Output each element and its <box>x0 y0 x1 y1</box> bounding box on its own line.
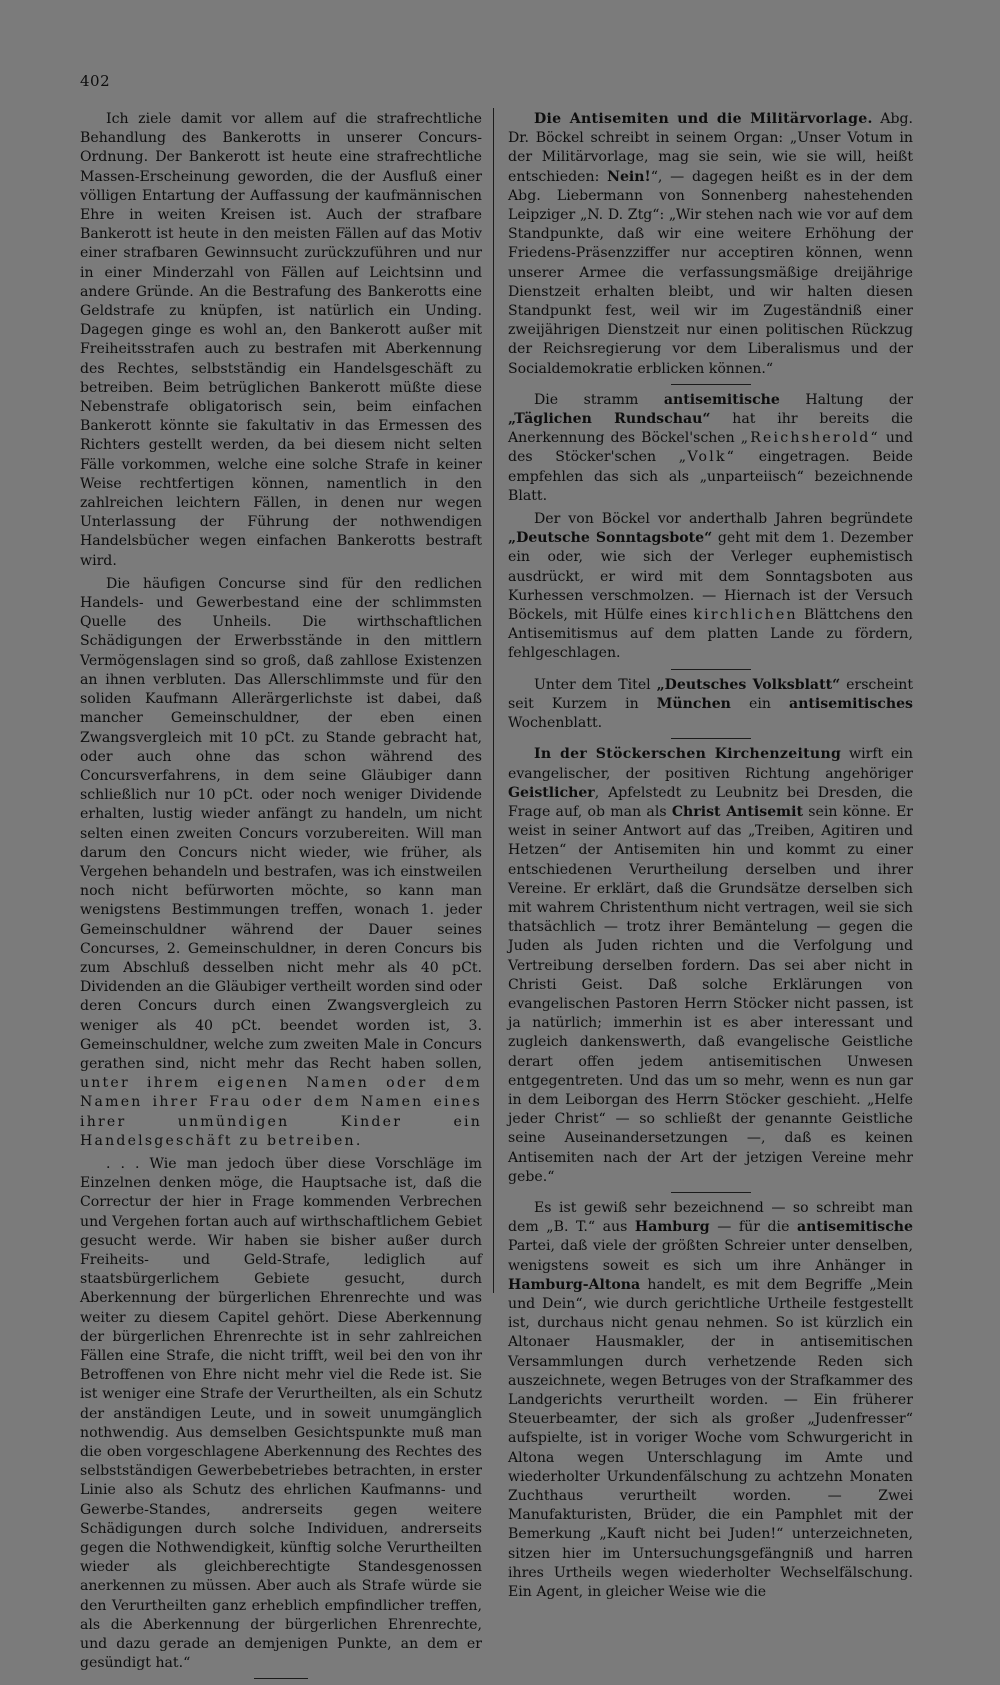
emphasized-text: Hamburg <box>634 1219 710 1236</box>
article-text: — für die <box>709 1219 797 1236</box>
emphasized-text: antisemitische <box>663 391 780 408</box>
emphasized-text: antisemitische <box>797 1219 914 1236</box>
emphasized-text: „Reichsherold“ <box>740 430 880 447</box>
article-text: handelt, es mit dem Begriffe „Mein und Dein“, wie durch gerichtliche Urtheile festgestellt ist, durchaus nicht genau nehmen. So ist kürzlich ein Altonaer Hausmakler, der in antisemitischen Versammlungen durch verhetzende Reden sich auszeichnete, wegen Betruges von der Strafkammer des Landgerichts verurtheilt worden. — Ein früherer Steuerbeamter, der sich als großer „Judenfresser“ aufspielte, ist in voriger Woche vom Schwurgericht in Altona wegen Unterschlagung im Amte und wiederholter Urkundenfälschung zu achtzehn Monaten Zuchthaus verurtheilt worden. — Zwei Manufakturisten, Brüder, die ein Pamphlet mit der Bemerkung „Kauft nicht bei Juden!“ unterzeichneten, sitzen hier im Untersuchungsgefängniß und harren ihres Urtheils wegen wiederholter Wechselfälschung. Ein Agent, in gleicher Weise wie die <box>508 1276 913 1601</box>
article-volksblatt <box>508 676 913 734</box>
article-text: “, — dagegen heißt es in der dem Abg. Liebermann von Sonnenberg nahestehenden Leipziger „N. D. Ztg“: „Wir stehen nach wie vor auf dem Standpunkte, daß wir eine weitere Erhöhung der Friedens-Präsenzziffer nur acceptiren können, wenn unserer Armee die verfassungsmäßige dreijährige Dienstzeit erhalten bleibt, und wir halten diesen Standpunkt fest, weil wir im Zugeständniß einer zweijährigen Dienstzeit nur einen politischen Rückzug der Reichsregierung vor dem Liberalismus und der Socialdemokratie erblicken können.“ <box>508 168 913 377</box>
emphasized-text: „Täglichen Rundschau“ <box>508 411 711 428</box>
article-text: Blättchens den Antisemitismus auf dem platten Lande zu fördern, fehlgeschlagen. <box>508 607 913 662</box>
article-text: Die stramm <box>534 391 664 408</box>
article-hamburg <box>508 1199 913 1602</box>
article-text: ein <box>730 695 790 712</box>
article-text: Partei, daß viele der größten Schreier unter denselben, wenigstens soweit es sich um ihre Anhänger in <box>508 1238 913 1274</box>
emphasized-text: „Deutsche Sonntagsbote“ <box>508 530 713 547</box>
article-text: erscheint seit Kurzem in <box>508 676 913 712</box>
paragraph-concurse <box>80 575 482 1151</box>
article-heading: Die Antisemiten und die Militärvorlage. <box>534 111 873 127</box>
article-heading: In der Stöckerschen Kirchenzeitung <box>534 746 842 763</box>
article-text: und des Stöcker'schen <box>508 430 913 466</box>
paragraph-bankruptcy <box>80 110 482 571</box>
article-separator <box>671 1192 751 1193</box>
column-divider <box>493 108 494 1293</box>
right-column <box>508 110 913 1606</box>
end-separator <box>254 1678 308 1679</box>
article-separator <box>671 738 751 739</box>
paragraph-correction <box>80 1155 482 1673</box>
emphasized-text: München <box>656 695 731 712</box>
article-text: Abg. Dr. Böckel schreibt in seinem Organ: „Unser Votum in der Militärvorlage, mag sie sein, wie sie will, heißt entschieden: <box>508 111 913 185</box>
article-text: geht mit dem 1. Dezember ein oder, wie sich der Verleger euphemistisch ausdrückt, er wird mit dem Sonntagsboten aus Kurhessen verschmolzen. — Hiernach ist der Versuch Böckels, mit Hülfe eines <box>508 530 913 624</box>
article-text: , Apfelstedt zu Leubnitz bei Dresden, die Frage auf, ob man als <box>508 784 913 820</box>
article-text: Haltung der <box>779 391 913 408</box>
article-text: Unter dem Titel <box>534 676 657 693</box>
article-text: hat ihr bereits die Anerkennung des Böckel'schen <box>508 411 913 447</box>
paragraph-text: Ich ziele damit vor allem auf die strafrechtliche Behandlung des Bankerotts in unserer Concurs-Ordnung. Der Bankerott ist heute eine strafrechtliche Massen-Erscheinung geworden, die der Ausfluß einer völligen Entartung der Auffassung der kaufmännischen Ehre in weiten Kreisen ist. Auch der strafbare Bankerott ist heute in den meisten Fällen auf das Motiv einer strafbaren Gewinnsucht zurückzuführen und nur in einer Minderzahl von Fällen auf Leichtsinn und andere Gründe. An die Bestrafung des Bankerotts eine Geldstrafe zu knüpfen, ist natürlich ein Unding. Dagegen ginge es wohl an, den Bankerott außer mit Freiheitsstrafen auch zu bestrafen mit Aberkennung des Rechtes, selbstständig ein Handelsgeschäft zu betreiben. Beim betrüglichen Bankerott müßte diese Nebenstrafe obligatorisch sein, beim einfachen Bankerott könnte sie fakultativ in das Ermessen des Richters gestellt werden, da bei diesem nicht selten Fälle vorkommen, welche eine solche Strafe in keiner Weise rechtfertigen können, namentlich in den zahlreichen leichtern Fällen, in denen nur wegen Unterlassung der Führung der nothwendigen Handelsbücher wegen einfachen Bankerotts bestraft wird. <box>80 111 482 569</box>
emphasized-text: Christ Antisemit <box>671 803 803 820</box>
emphasized-text: Nein! <box>607 168 651 185</box>
emphasized-text: unter ihrem eigenen Namen oder dem Namen ihrer Frau oder dem Namen eines ihrer unmündigen Kinder ein Handelsgeschäft zu betreiben. <box>80 1075 482 1149</box>
article-text: sein könne. Er weist in seiner Antwort auf das „Treiben, Agitiren und Hetzen“ der Antisemiten hin und kommt zu einer entschiedenen Verurtheilung derselben und ihrer Vereine. Er erklärt, daß die Grundsätze derselben sich mit wahrem Christenthum nicht vertragen, weil sie sich thatsächlich — trotz ihrer Bemäntelung — gegen die Juden als Juden richten und die Verfolgung und Vertreibung derselben fordern. Das sei aber nicht in Christi Geist. Daß solche Erklärungen von evangelischen Pastoren Herrn Stöcker nicht passen, ist ja natürlich; immerhin ist es aber interessant und zugleich dankenswerth, daß evangelische Geistliche derart offen jedem antisemitischen Unwesen entgegentreten. Und das um so mehr, wenn es nun gar in dem Leiborgan des Herrn Stöcker geschieht. „Helfe jeder Christ“ — so schließt der genannte Geistliche seine Auseinandersetzungen —, daß es keinen Antisemiten nach der Art der jetzigen Vereine mehr gebe.“ <box>508 803 913 1185</box>
emphasized-text: kirchlichen <box>693 607 798 624</box>
emphasized-text: antisemitisches <box>789 695 913 712</box>
left-column <box>80 110 482 1685</box>
emphasized-text: Hamburg-Altona <box>508 1276 641 1293</box>
article-militaervorlage <box>508 110 913 379</box>
article-text: Wochenblatt. <box>508 715 603 732</box>
emphasized-text: Geistlicher <box>508 784 595 801</box>
article-separator <box>671 384 751 385</box>
article-separator <box>671 669 751 670</box>
article-text: Der von Böckel vor anderthalb Jahren begründete <box>534 511 913 528</box>
article-rundschau <box>508 391 913 506</box>
paragraph-text: Die häufigen Concurse sind für den redlichen Handels- und Gewerbestand eine der schlimmsten Quelle des Unheils. Die wirthschaftlichen Schädigungen der Erwerbsstände in den mittlern Vermögenslagen sind so groß, daß zahllose Existenzen an ihnen verbluten. Das Allerschlimmste und für den soliden Kaufmann Allerärgerlichste ist dabei, daß mancher Gemeinschuldner, der eben einen Zwangsvergleich mit 10 pCt. zu Stande gebracht hat, oder auch ohne das schon während des Concursverfahrens, in dem seine Gläubiger dann schließlich nur 10 pCt. oder noch weniger Dividende erhalten, lustig wieder anfängt zu handeln, um nicht selten einen zweiten Concurs vorzubereiten. Will man darum den Concurs nicht wieder, wie früher, als Vergehen behandeln und bestrafen, was ich einstweilen noch nicht befürworten möchte, so kann man wenigstens Bestimmungen treffen, wonach 1. jeder Gemeinschuldner während der Dauer seines Concurses, 2. Gemeinschuldner, in deren Concurs bis zum Abschluß desselben nicht mehr als 40 pCt. Dividenden an die Gläubiger vertheilt worden sind oder deren Concurs durch einen Zwangsvergleich zu weniger als 40 pCt. beendet worden ist, 3. Gemeinschuldner, welche zum zweiten Male in Concurs gerathen sind, nicht mehr das Recht haben sollen, <box>80 575 482 1072</box>
article-text: Es ist gewiß sehr bezeichnend — so schreibt man dem „B. T.“ aus <box>508 1199 913 1236</box>
article-kirchenzeitung <box>508 745 913 1187</box>
page-number: 402 <box>80 72 111 90</box>
article-text: eingetragen. Beide empfehlen das sich als „unparteiisch“ bezeichnende Blatt. <box>508 449 913 504</box>
paragraph-text: . . . Wie man jedoch über diese Vorschläge im Einzelnen denken möge, die Hauptsache ist, daß die Correctur der hier in Frage kommenden Verbrechen und Vergehen fortan auch auf wirthschaftlichem Gebiet gesucht werde. Wir haben sie bisher außer durch Freiheits- und Geld-Strafe, lediglich auf staatsbürgerlichem Gebiete gesucht, durch Aberkennung der bürgerlichen Ehrenrechte und was weiter zu diesem Capitel gehört. Diese Aberkennung der bürgerlichen Ehrenrechte ist in sehr zahlreichen Fällen eine Strafe, die nicht trifft, weil bei den von ihr Betroffenen von Ehre nicht mehr viel die Rede ist. Sie ist weniger eine Strafe der Verurtheilten, als ein Schutz der anständigen Leute, und in soweit unumgänglich nothwendig. Aus demselben Gesichtspunkte muß man die oben vorgeschlagene Aberkennung des Rechtes des selbstständigen Gewerbebetriebes betrachten, in erster Linie also als Schutz des ehrlichen Kaufmanns- und Gewerbe-Standes, andrerseits gegen weitere Schädigungen durch solche Individuen, andrerseits gegen die Nothwendigkeit, künftig solche Verurtheilten wieder als gleichberechtigte Standesgenossen anerkennen zu müssen. Aber auch als Strafe würde sie den Verurtheilten ganz erheblich empfindlicher treffen, als die Aberkennung der bürgerlichen Ehrenrechte, und dazu gerade an demjenigen Punkte, an dem er gesündigt hat.“ <box>80 1155 482 1672</box>
article-text: wirft ein evangelischer, der positiven Richtung angehöriger <box>508 746 913 782</box>
emphasized-text: „Deutsches Volksblatt“ <box>656 676 841 693</box>
emphasized-text: „Volk“ <box>678 449 737 466</box>
article-sonntagsbote <box>508 510 913 664</box>
